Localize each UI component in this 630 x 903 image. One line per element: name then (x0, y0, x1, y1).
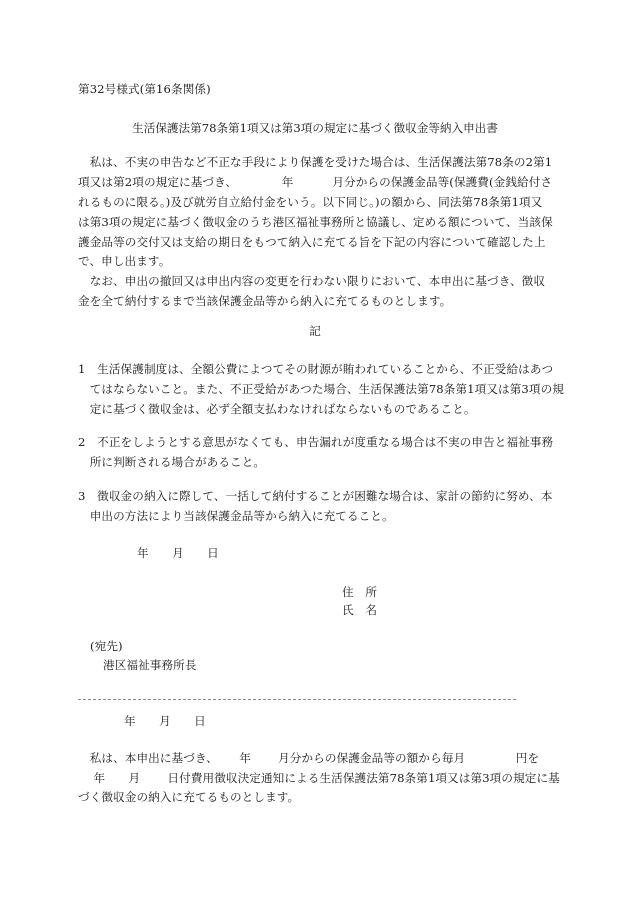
lower-date-line: 年 月 日 (124, 714, 206, 728)
addressee-label: (宛先) (90, 639, 123, 653)
item-line: 1 生活保護制度は、全額公費によつてその財源が賄われていることから、不正受給はあつ (78, 362, 554, 376)
lower-line: づく徴収金の納入に充てるものとします。 (78, 790, 300, 804)
body-line: れるものに限る。)及び就労自立給付金をいう。以下同じ。)の額から、同法第78条第1項又 (78, 195, 543, 209)
body-line: 金を全て納付するまで当該保護金品等から納入に充てるものとします。 (78, 294, 452, 308)
body-line: は第3項の規定に基づく徴収金のうち港区福祉事務所と協議し、定める額について、当該保 (78, 215, 553, 229)
name-label: 氏 名 (342, 603, 378, 617)
address-label: 住 所 (342, 585, 378, 599)
body-line: で、申し出ます。 (78, 254, 171, 268)
item-line: 定に基づく徴収金は、必ず全額支払わなければならないものであること。 (78, 402, 476, 416)
body-line: 護金品等の交付又は支給の期日をもつて納入に充てる旨を下記の内容について確認した上 (78, 235, 546, 249)
lower-line: 年 月 日付費用徴収決定通知による生活保護法第78条第1項又は第3項の規定に基 (78, 771, 560, 785)
addressee: 港区福祉事務所長 (103, 658, 197, 672)
section-divider (78, 699, 516, 700)
item-line: 申出の方法により当該保護金品等から納入に充てること。 (78, 509, 394, 523)
date-line: 年 月 日 (137, 546, 219, 560)
item-line: 3 徴収金の納入に際して、一括して納付することが困難な場合は、家計の節約に努め、本 (78, 489, 553, 503)
lower-line: 私は、本申出に基づき、 年 月分からの保護金品等の額から毎月 円を (78, 751, 540, 765)
body-line: 項又は第2項の規定に基づき、 年 月分からの保護金品等(保護費(金銭給付さ (78, 175, 553, 189)
body-line: なお、申出の撤回又は申出内容の変更を行わない限りにおいて、本申出に基づき、徴収 (78, 274, 546, 288)
body-line: 私は、不実の申告など不正な手段により保護を受けた場合は、生活保護法第78条の2第1 (78, 155, 553, 169)
form-number: 第32号様式(第16条関係) (78, 82, 211, 96)
ki-heading: 記 (309, 324, 321, 338)
item-line: 2 不正をしようとする意思がなくても、申告漏れが度重なる場合は不実の申告と福祉事務 (78, 435, 554, 449)
document-title: 生活保護法第78条第1項又は第3項の規定に基づく徴収金等納入申出書 (132, 121, 498, 135)
item-line: 所に判断される場合があること。 (78, 455, 266, 469)
item-line: てはならないこと。また、不正受給があつた場合、生活保護法第78条第1項又は第3項の規 (78, 382, 564, 396)
